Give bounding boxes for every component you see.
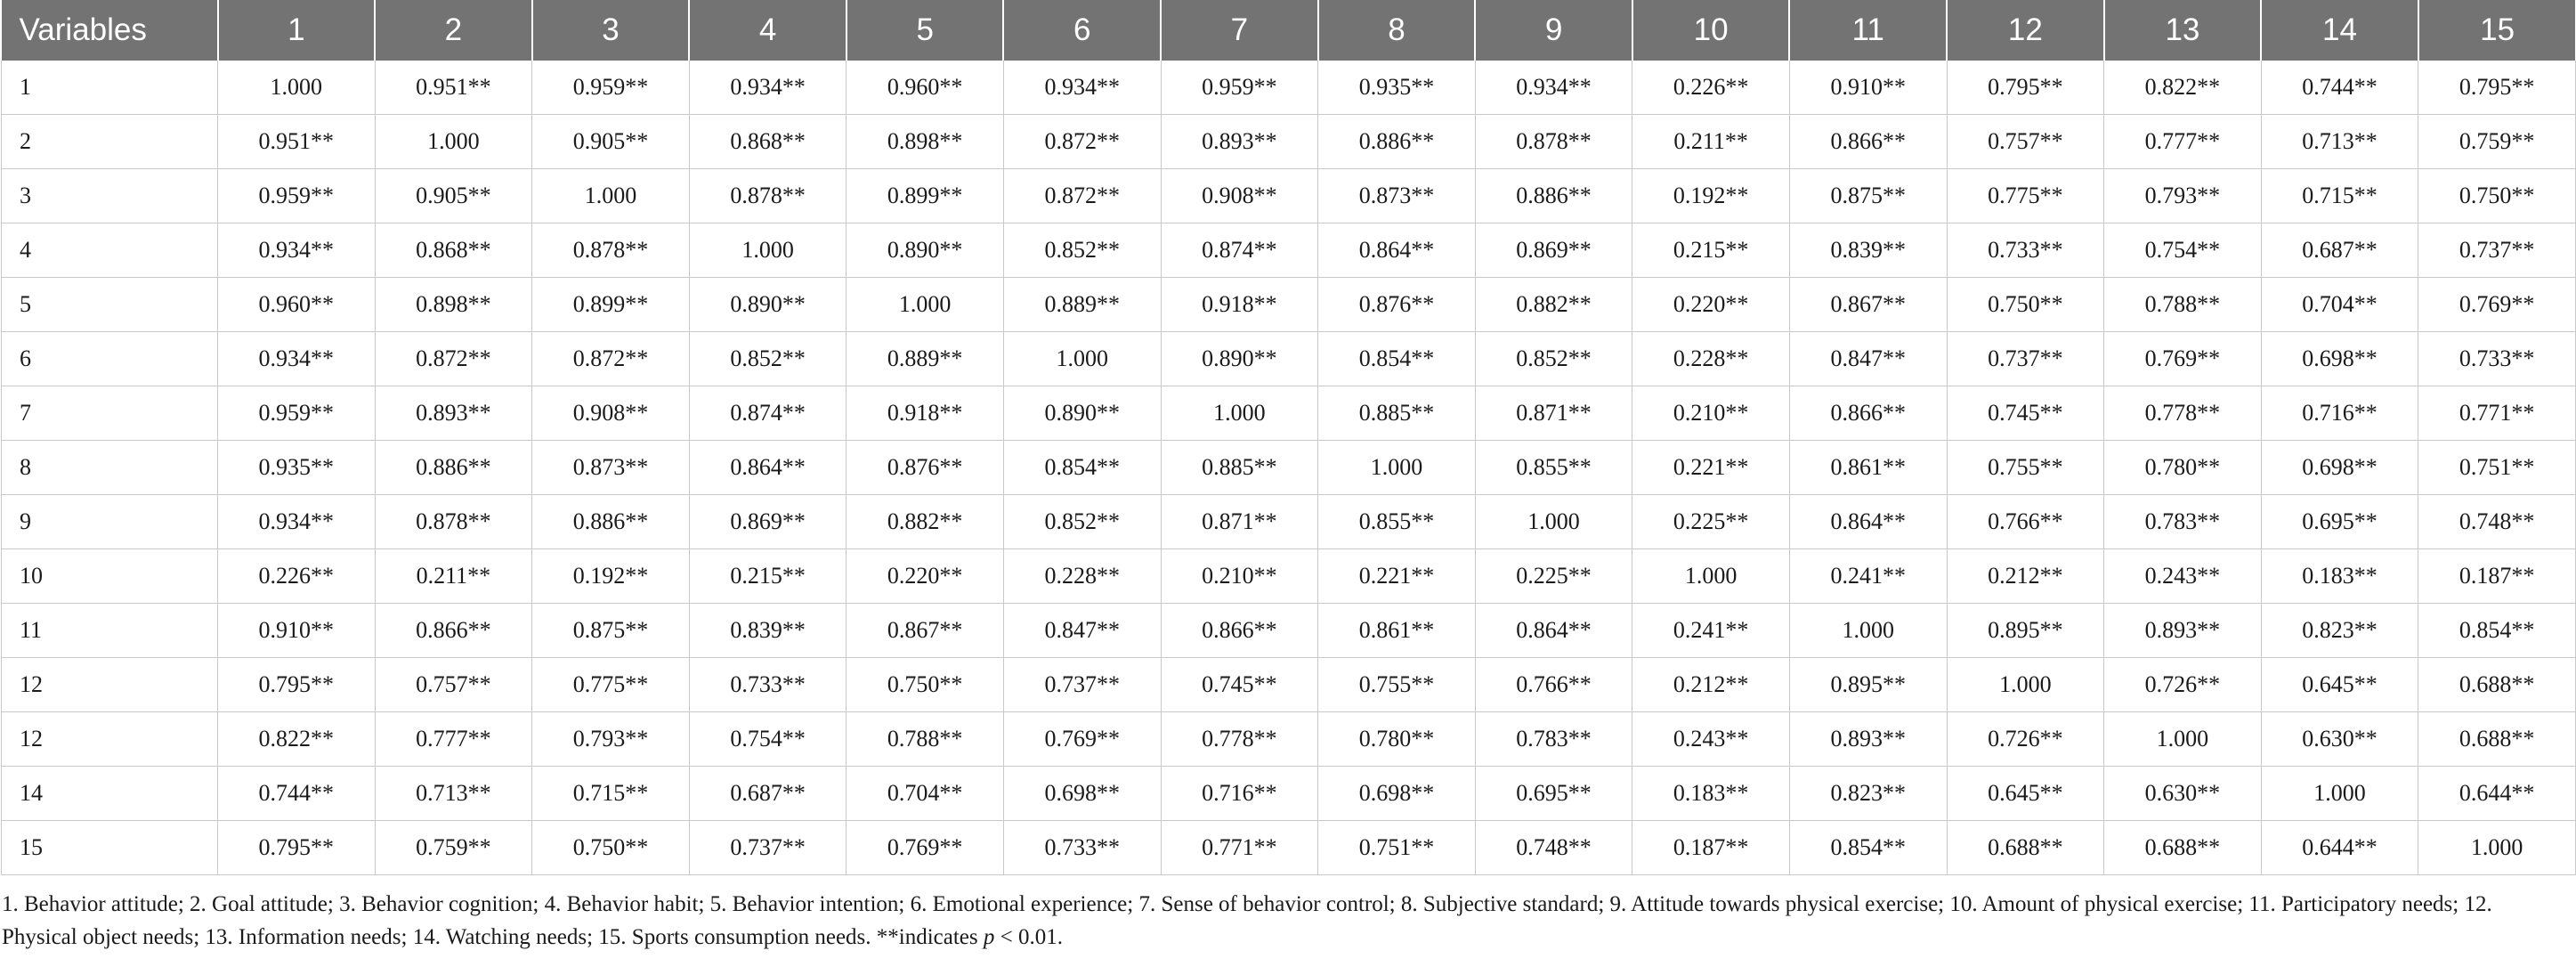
table-cell: 0.226** bbox=[218, 549, 376, 604]
column-header-9: 9 bbox=[1475, 0, 1632, 61]
column-header-13: 13 bbox=[2104, 0, 2262, 61]
table-cell: 0.733** bbox=[1947, 223, 2104, 278]
table-cell: 0.210** bbox=[1632, 386, 1790, 441]
table-cell: 0.823** bbox=[1789, 767, 1947, 821]
table-cell: 0.687** bbox=[689, 767, 847, 821]
table-cell: 0.886** bbox=[1475, 169, 1632, 223]
table-row bbox=[2, 223, 2576, 278]
table-cell: 0.769** bbox=[2104, 332, 2262, 386]
table-cell: 0.908** bbox=[1161, 169, 1318, 223]
table-cell: 0.704** bbox=[2261, 278, 2418, 332]
table-cell: 0.855** bbox=[1318, 495, 1476, 549]
table-cell: 0.755** bbox=[1947, 441, 2104, 495]
row-label: 8 bbox=[2, 441, 218, 495]
table-cell: 0.869** bbox=[689, 495, 847, 549]
correlation-table bbox=[1, 0, 2576, 875]
table-footnote bbox=[2, 888, 2565, 954]
table-cell: 0.876** bbox=[1318, 278, 1476, 332]
table-cell: 0.777** bbox=[2104, 115, 2262, 169]
table-row bbox=[2, 767, 2576, 821]
table-cell: 0.960** bbox=[218, 278, 376, 332]
table-cell: 0.630** bbox=[2261, 712, 2418, 767]
table-cell: 0.748** bbox=[2418, 495, 2576, 549]
table-cell: 0.759** bbox=[2418, 115, 2576, 169]
table-cell: 0.873** bbox=[1318, 169, 1476, 223]
table-cell: 0.959** bbox=[1161, 61, 1318, 115]
table-cell: 0.183** bbox=[2261, 549, 2418, 604]
table-row bbox=[2, 115, 2576, 169]
table-cell: 0.783** bbox=[2104, 495, 2262, 549]
table-cell: 0.854** bbox=[1003, 441, 1161, 495]
table-cell: 0.715** bbox=[532, 767, 690, 821]
table-cell: 1.000 bbox=[218, 61, 376, 115]
table-cell: 0.890** bbox=[689, 278, 847, 332]
table-cell: 0.889** bbox=[847, 332, 1004, 386]
table-cell: 0.895** bbox=[1789, 658, 1947, 712]
table-row bbox=[2, 549, 2576, 604]
column-header-8: 8 bbox=[1318, 0, 1476, 61]
table-cell: 0.898** bbox=[847, 115, 1004, 169]
table-cell: 0.898** bbox=[375, 278, 532, 332]
table-cell: 0.778** bbox=[2104, 386, 2262, 441]
table-cell: 0.698** bbox=[2261, 441, 2418, 495]
table-cell: 0.918** bbox=[1161, 278, 1318, 332]
table-row bbox=[2, 712, 2576, 767]
table-cell: 1.000 bbox=[1789, 604, 1947, 658]
table-cell: 0.745** bbox=[1947, 386, 2104, 441]
table-cell: 0.878** bbox=[532, 223, 690, 278]
table-cell: 0.726** bbox=[2104, 658, 2262, 712]
table-cell: 0.960** bbox=[847, 61, 1004, 115]
table-cell: 0.854** bbox=[1318, 332, 1476, 386]
table-row bbox=[2, 386, 2576, 441]
column-header-5: 5 bbox=[847, 0, 1004, 61]
table-cell: 0.866** bbox=[375, 604, 532, 658]
table-cell: 0.737** bbox=[2418, 223, 2576, 278]
table-cell: 0.241** bbox=[1789, 549, 1947, 604]
table-cell: 0.783** bbox=[1475, 712, 1632, 767]
table-row bbox=[2, 495, 2576, 549]
table-cell: 0.889** bbox=[1003, 278, 1161, 332]
table-cell: 0.868** bbox=[375, 223, 532, 278]
table-cell: 0.872** bbox=[375, 332, 532, 386]
table-cell: 0.908** bbox=[532, 386, 690, 441]
table-cell: 0.688** bbox=[2104, 821, 2262, 875]
row-label: 9 bbox=[2, 495, 218, 549]
table-cell: 0.910** bbox=[218, 604, 376, 658]
table-cell: 0.715** bbox=[2261, 169, 2418, 223]
table-cell: 0.893** bbox=[1161, 115, 1318, 169]
table-cell: 0.886** bbox=[1318, 115, 1476, 169]
table-cell: 0.759** bbox=[375, 821, 532, 875]
column-header-3: 3 bbox=[532, 0, 690, 61]
table-cell: 0.695** bbox=[2261, 495, 2418, 549]
table-cell: 0.852** bbox=[1003, 495, 1161, 549]
row-label: 7 bbox=[2, 386, 218, 441]
table-cell: 0.861** bbox=[1789, 441, 1947, 495]
row-label: 11 bbox=[2, 604, 218, 658]
table-cell: 0.793** bbox=[532, 712, 690, 767]
table-cell: 0.192** bbox=[1632, 169, 1790, 223]
table-cell: 0.934** bbox=[1003, 61, 1161, 115]
table-cell: 1.000 bbox=[2261, 767, 2418, 821]
table-cell: 0.951** bbox=[218, 115, 376, 169]
table-cell: 0.777** bbox=[375, 712, 532, 767]
column-header-15: 15 bbox=[2418, 0, 2576, 61]
table-cell: 0.698** bbox=[1318, 767, 1476, 821]
table-cell: 0.228** bbox=[1632, 332, 1790, 386]
table-cell: 0.874** bbox=[1161, 223, 1318, 278]
table-cell: 0.644** bbox=[2418, 767, 2576, 821]
table-cell: 0.750** bbox=[2418, 169, 2576, 223]
table-cell: 0.864** bbox=[1318, 223, 1476, 278]
table-cell: 0.187** bbox=[1632, 821, 1790, 875]
row-label: 14 bbox=[2, 767, 218, 821]
column-header-6: 6 bbox=[1003, 0, 1161, 61]
table-cell: 0.220** bbox=[847, 549, 1004, 604]
table-cell: 0.899** bbox=[532, 278, 690, 332]
table-cell: 0.788** bbox=[847, 712, 1004, 767]
footnote-threshold: < 0.01. bbox=[994, 925, 1063, 949]
table-cell: 0.895** bbox=[1947, 604, 2104, 658]
table-cell: 0.780** bbox=[1318, 712, 1476, 767]
column-header-4: 4 bbox=[689, 0, 847, 61]
table-cell: 0.778** bbox=[1161, 712, 1318, 767]
table-cell: 0.876** bbox=[847, 441, 1004, 495]
table-cell: 0.864** bbox=[1789, 495, 1947, 549]
table-cell: 0.852** bbox=[1475, 332, 1632, 386]
table-cell: 0.864** bbox=[1475, 604, 1632, 658]
table-cell: 0.872** bbox=[1003, 115, 1161, 169]
table-cell: 0.885** bbox=[1318, 386, 1476, 441]
row-label: 12 bbox=[2, 712, 218, 767]
table-cell: 0.713** bbox=[2261, 115, 2418, 169]
table-cell: 0.228** bbox=[1003, 549, 1161, 604]
table-cell: 0.852** bbox=[1003, 223, 1161, 278]
table-cell: 0.951** bbox=[375, 61, 532, 115]
table-cell: 0.241** bbox=[1632, 604, 1790, 658]
table-cell: 1.000 bbox=[1947, 658, 2104, 712]
table-cell: 0.212** bbox=[1632, 658, 1790, 712]
table-cell: 1.000 bbox=[1632, 549, 1790, 604]
table-cell: 0.733** bbox=[689, 658, 847, 712]
table-cell: 0.854** bbox=[2418, 604, 2576, 658]
table-row bbox=[2, 169, 2576, 223]
table-cell: 0.885** bbox=[1161, 441, 1318, 495]
table-cell: 0.866** bbox=[1789, 386, 1947, 441]
row-label: 6 bbox=[2, 332, 218, 386]
table-cell: 0.211** bbox=[1632, 115, 1790, 169]
table-cell: 0.748** bbox=[1475, 821, 1632, 875]
table-cell: 0.745** bbox=[1161, 658, 1318, 712]
table-cell: 0.934** bbox=[218, 223, 376, 278]
table-cell: 0.934** bbox=[1475, 61, 1632, 115]
table-cell: 0.793** bbox=[2104, 169, 2262, 223]
table-cell: 0.905** bbox=[375, 169, 532, 223]
table-cell: 0.225** bbox=[1632, 495, 1790, 549]
table-row bbox=[2, 441, 2576, 495]
table-cell: 1.000 bbox=[2418, 821, 2576, 875]
table-cell: 0.959** bbox=[218, 386, 376, 441]
table-cell: 0.243** bbox=[1632, 712, 1790, 767]
table-cell: 0.771** bbox=[2418, 386, 2576, 441]
table-cell: 0.726** bbox=[1947, 712, 2104, 767]
table-cell: 1.000 bbox=[689, 223, 847, 278]
table-cell: 0.751** bbox=[2418, 441, 2576, 495]
table-cell: 0.750** bbox=[532, 821, 690, 875]
table-cell: 0.750** bbox=[1947, 278, 2104, 332]
table-cell: 0.873** bbox=[532, 441, 690, 495]
table-cell: 0.795** bbox=[218, 821, 376, 875]
table-cell: 0.935** bbox=[218, 441, 376, 495]
column-header-11: 11 bbox=[1789, 0, 1947, 61]
table-cell: 0.737** bbox=[1947, 332, 2104, 386]
table-cell: 0.822** bbox=[2104, 61, 2262, 115]
table-cell: 0.757** bbox=[1947, 115, 2104, 169]
table-cell: 0.875** bbox=[532, 604, 690, 658]
table-cell: 1.000 bbox=[1318, 441, 1476, 495]
table-cell: 0.192** bbox=[532, 549, 690, 604]
table-cell: 0.704** bbox=[847, 767, 1004, 821]
table-cell: 0.867** bbox=[1789, 278, 1947, 332]
table-cell: 0.869** bbox=[1475, 223, 1632, 278]
table-cell: 0.220** bbox=[1632, 278, 1790, 332]
table-cell: 1.000 bbox=[375, 115, 532, 169]
table-cell: 0.695** bbox=[1475, 767, 1632, 821]
table-cell: 0.688** bbox=[2418, 712, 2576, 767]
table-cell: 0.780** bbox=[2104, 441, 2262, 495]
footnote-p-symbol: p bbox=[983, 925, 995, 949]
table-cell: 1.000 bbox=[1003, 332, 1161, 386]
table-header-row bbox=[2, 0, 2576, 61]
table-row bbox=[2, 658, 2576, 712]
table-cell: 0.918** bbox=[847, 386, 1004, 441]
table-cell: 0.737** bbox=[689, 821, 847, 875]
table-cell: 0.893** bbox=[1789, 712, 1947, 767]
table-cell: 0.886** bbox=[532, 495, 690, 549]
table-cell: 0.878** bbox=[689, 169, 847, 223]
table-cell: 0.882** bbox=[847, 495, 1004, 549]
row-label: 5 bbox=[2, 278, 218, 332]
table-cell: 0.211** bbox=[375, 549, 532, 604]
table-cell: 0.226** bbox=[1632, 61, 1790, 115]
table-cell: 0.861** bbox=[1318, 604, 1476, 658]
table-cell: 0.893** bbox=[2104, 604, 2262, 658]
table-body bbox=[2, 61, 2576, 875]
column-header-1: 1 bbox=[218, 0, 376, 61]
table-cell: 0.934** bbox=[689, 61, 847, 115]
column-header-10: 10 bbox=[1632, 0, 1790, 61]
table-cell: 0.823** bbox=[2261, 604, 2418, 658]
table-cell: 0.795** bbox=[1947, 61, 2104, 115]
table-cell: 0.905** bbox=[532, 115, 690, 169]
table-cell: 0.766** bbox=[1475, 658, 1632, 712]
row-label: 2 bbox=[2, 115, 218, 169]
table-cell: 0.867** bbox=[847, 604, 1004, 658]
table-cell: 0.751** bbox=[1318, 821, 1476, 875]
table-cell: 0.713** bbox=[375, 767, 532, 821]
column-header-2: 2 bbox=[375, 0, 532, 61]
table-cell: 0.688** bbox=[2418, 658, 2576, 712]
table-cell: 0.839** bbox=[689, 604, 847, 658]
table-cell: 0.847** bbox=[1789, 332, 1947, 386]
table-cell: 1.000 bbox=[847, 278, 1004, 332]
table-cell: 0.769** bbox=[847, 821, 1004, 875]
footnote-text: 1. Behavior attitude; 2. Goal attitude; 3. Behavior cognition; 4. Behavior habit; 5. Behavior intention; 6. Emotional experience; 7. Sense of behavior control; 8. Subjective standard; 9. Attitude towards physical exercise; 10. Amount of physical exercise; 11. Participatory needs; 12. Physical object needs; 13. Information needs; 14. Watching needs; 15. Sports consumption needs. **indicates bbox=[2, 892, 2492, 949]
row-label: 3 bbox=[2, 169, 218, 223]
table-cell: 0.221** bbox=[1318, 549, 1476, 604]
table-cell: 0.187** bbox=[2418, 549, 2576, 604]
table-cell: 0.864** bbox=[689, 441, 847, 495]
table-cell: 1.000 bbox=[1475, 495, 1632, 549]
table-cell: 1.000 bbox=[532, 169, 690, 223]
table-cell: 0.769** bbox=[2418, 278, 2576, 332]
table-cell: 0.221** bbox=[1632, 441, 1790, 495]
table-cell: 0.871** bbox=[1475, 386, 1632, 441]
table-cell: 0.716** bbox=[1161, 767, 1318, 821]
table-cell: 0.766** bbox=[1947, 495, 2104, 549]
table-cell: 0.212** bbox=[1947, 549, 2104, 604]
table-cell: 0.225** bbox=[1475, 549, 1632, 604]
table-cell: 0.775** bbox=[532, 658, 690, 712]
table-cell: 0.716** bbox=[2261, 386, 2418, 441]
column-header-7: 7 bbox=[1161, 0, 1318, 61]
table-cell: 0.872** bbox=[1003, 169, 1161, 223]
table-cell: 0.890** bbox=[1003, 386, 1161, 441]
table-cell: 0.822** bbox=[218, 712, 376, 767]
row-label: 10 bbox=[2, 549, 218, 604]
table-cell: 0.875** bbox=[1789, 169, 1947, 223]
table-cell: 0.935** bbox=[1318, 61, 1476, 115]
table-cell: 0.645** bbox=[2261, 658, 2418, 712]
table-cell: 0.854** bbox=[1789, 821, 1947, 875]
table-cell: 0.795** bbox=[218, 658, 376, 712]
table-cell: 0.866** bbox=[1161, 604, 1318, 658]
table-cell: 0.882** bbox=[1475, 278, 1632, 332]
table-cell: 0.890** bbox=[1161, 332, 1318, 386]
table-cell: 0.630** bbox=[2104, 767, 2262, 821]
table-cell: 1.000 bbox=[1161, 386, 1318, 441]
table-row bbox=[2, 332, 2576, 386]
table-cell: 0.215** bbox=[1632, 223, 1790, 278]
table-cell: 0.737** bbox=[1003, 658, 1161, 712]
table-cell: 0.839** bbox=[1789, 223, 1947, 278]
table-cell: 0.644** bbox=[2261, 821, 2418, 875]
table-cell: 0.795** bbox=[2418, 61, 2576, 115]
table-cell: 0.878** bbox=[1475, 115, 1632, 169]
table-cell: 0.210** bbox=[1161, 549, 1318, 604]
table-cell: 0.868** bbox=[689, 115, 847, 169]
row-label: 4 bbox=[2, 223, 218, 278]
table-cell: 1.000 bbox=[2104, 712, 2262, 767]
table-cell: 0.899** bbox=[847, 169, 1004, 223]
table-cell: 0.645** bbox=[1947, 767, 2104, 821]
table-cell: 0.959** bbox=[218, 169, 376, 223]
column-header-variables: Variables bbox=[2, 0, 218, 61]
table-cell: 0.733** bbox=[1003, 821, 1161, 875]
table-row bbox=[2, 278, 2576, 332]
table-cell: 0.893** bbox=[375, 386, 532, 441]
table-cell: 0.769** bbox=[1003, 712, 1161, 767]
table-cell: 0.871** bbox=[1161, 495, 1318, 549]
table-cell: 0.688** bbox=[1947, 821, 2104, 875]
table-cell: 0.744** bbox=[2261, 61, 2418, 115]
column-header-12: 12 bbox=[1947, 0, 2104, 61]
column-header-14: 14 bbox=[2261, 0, 2418, 61]
table-cell: 0.872** bbox=[532, 332, 690, 386]
table-cell: 0.890** bbox=[847, 223, 1004, 278]
table-cell: 0.934** bbox=[218, 495, 376, 549]
table-cell: 0.775** bbox=[1947, 169, 2104, 223]
table-cell: 0.878** bbox=[375, 495, 532, 549]
table-cell: 0.874** bbox=[689, 386, 847, 441]
table-cell: 0.959** bbox=[532, 61, 690, 115]
table-cell: 0.698** bbox=[1003, 767, 1161, 821]
table-cell: 0.243** bbox=[2104, 549, 2262, 604]
table-cell: 0.934** bbox=[218, 332, 376, 386]
table-cell: 0.847** bbox=[1003, 604, 1161, 658]
table-cell: 0.215** bbox=[689, 549, 847, 604]
table-cell: 0.698** bbox=[2261, 332, 2418, 386]
table-row bbox=[2, 604, 2576, 658]
table-cell: 0.744** bbox=[218, 767, 376, 821]
table-cell: 0.750** bbox=[847, 658, 1004, 712]
table-cell: 0.788** bbox=[2104, 278, 2262, 332]
table-cell: 0.755** bbox=[1318, 658, 1476, 712]
table-cell: 0.866** bbox=[1789, 115, 1947, 169]
table-cell: 0.855** bbox=[1475, 441, 1632, 495]
table-cell: 0.910** bbox=[1789, 61, 1947, 115]
table-cell: 0.754** bbox=[2104, 223, 2262, 278]
table-cell: 0.757** bbox=[375, 658, 532, 712]
table-cell: 0.886** bbox=[375, 441, 532, 495]
table-cell: 0.852** bbox=[689, 332, 847, 386]
table-row bbox=[2, 821, 2576, 875]
table-cell: 0.733** bbox=[2418, 332, 2576, 386]
row-label: 1 bbox=[2, 61, 218, 115]
table-cell: 0.754** bbox=[689, 712, 847, 767]
table-cell: 0.687** bbox=[2261, 223, 2418, 278]
table-row bbox=[2, 61, 2576, 115]
table-cell: 0.183** bbox=[1632, 767, 1790, 821]
row-label: 12 bbox=[2, 658, 218, 712]
row-label: 15 bbox=[2, 821, 218, 875]
table-cell: 0.771** bbox=[1161, 821, 1318, 875]
